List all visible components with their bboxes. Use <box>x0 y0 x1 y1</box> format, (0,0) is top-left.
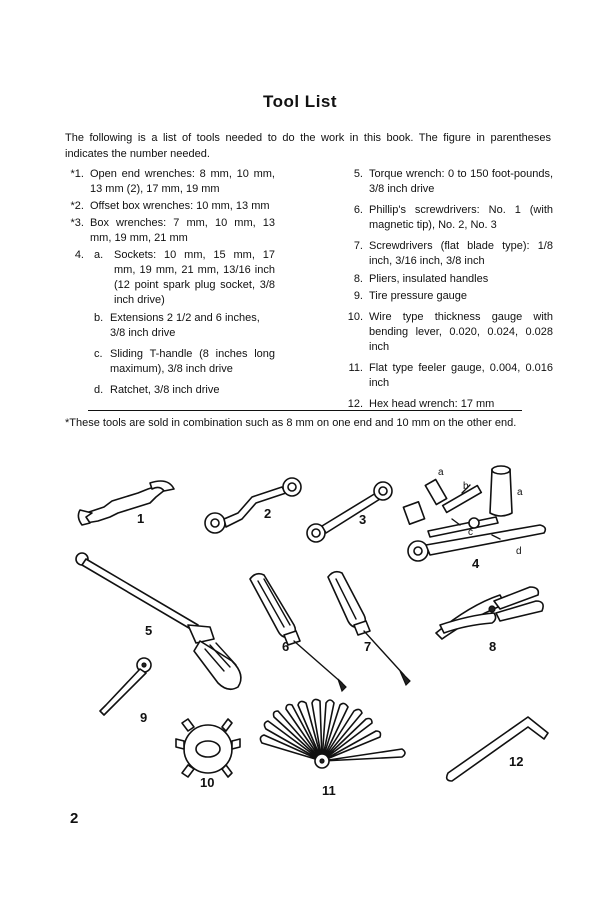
item-text: Sliding T-handle (8 inches long maximum), 3/8 inch drive <box>110 348 275 375</box>
list-sub-item <box>90 347 275 377</box>
item-text: Ratchet, 3/8 inch drive <box>110 384 220 396</box>
item-number: *3. <box>70 217 84 229</box>
footnote: *These tools are sold in combination such as 8 mm on one end and 10 mm on the other end. <box>65 417 517 429</box>
list-item <box>60 216 275 246</box>
item-number: *1. <box>70 168 84 180</box>
list-sub-item <box>90 311 275 341</box>
figure-label: 11 <box>322 783 336 798</box>
list-item <box>60 167 275 197</box>
torque-wrench-drawing <box>76 553 241 689</box>
feeler-gauge-drawing <box>260 699 405 768</box>
item-text: Open end wrenches: 8 mm, 10 mm, 13 mm (2), 17 mm, 19 mm <box>90 168 275 195</box>
item-text: Phillip's screwdrivers: No. 1 (with magnetic tip), No. 2, No. 3 <box>369 204 553 231</box>
tool-list-left-column <box>60 167 275 398</box>
divider-rule <box>88 410 522 411</box>
open-end-wrench-drawing <box>78 481 174 525</box>
figure-label: 12 <box>509 754 524 769</box>
item-number: 4. <box>74 249 84 261</box>
item-text: Extensions 2 1/2 and 6 inches, 3/8 inch drive <box>110 312 260 339</box>
hex-head-wrench-drawing <box>447 717 548 781</box>
item-number: 11. <box>348 362 363 374</box>
item-number: 8. <box>353 273 363 285</box>
item-text: Flat type feeler gauge, 0.004, 0.016 inch <box>369 362 553 389</box>
list-item <box>60 199 275 214</box>
figure-sublabel: b <box>463 481 469 492</box>
page-title: Tool List <box>262 92 338 111</box>
sub-item-letter: b. <box>94 312 104 324</box>
page-number: 2 <box>70 810 79 827</box>
pliers-drawing <box>436 587 543 639</box>
list-item <box>345 289 553 304</box>
item-text: Sockets: 10 mm, 15 mm, 17 mm, 19 mm, 21 mm, 13/16 inch (12 point spark plug socket, 3/8 inch drive) <box>114 249 275 306</box>
item-text: Box wrenches: 7 mm, 10 mm, 13 mm, 19 mm, 21 mm <box>90 217 275 244</box>
figure-label: 10 <box>200 775 215 790</box>
item-number: *2. <box>70 200 84 212</box>
item-text: Wire type thickness gauge with bending lever, 0.020, 0.024, 0.028 inch <box>369 311 553 353</box>
item-number: 9. <box>353 290 363 302</box>
item-text: Torque wrench: 0 to 150 foot-pounds, 3/8 inch drive <box>369 168 553 195</box>
item-number: 12. <box>347 398 363 410</box>
list-item <box>60 248 275 308</box>
figure-sublabel: d <box>516 546 522 557</box>
figure-label: 9 <box>140 710 148 725</box>
figure-label: 6 <box>282 639 290 654</box>
figure-sublabel: a <box>438 467 444 478</box>
figure-sublabel: c <box>468 527 473 538</box>
item-number: 6. <box>353 204 363 216</box>
tire-pressure-gauge-drawing <box>100 658 151 715</box>
list-sub-item <box>90 383 275 398</box>
list-item <box>345 239 553 269</box>
socket-set-drawing <box>403 466 545 561</box>
phillips-screwdriver-drawing <box>250 574 346 691</box>
tool-list-right-column <box>345 167 553 414</box>
list-item <box>345 167 553 197</box>
tools-illustration <box>0 455 600 800</box>
figure-label: 8 <box>489 639 497 654</box>
list-item <box>345 272 553 287</box>
item-text: Hex head wrench: 17 mm <box>369 398 495 410</box>
figure-label: 1 <box>137 511 145 526</box>
list-item <box>345 361 553 391</box>
figure-label: 3 <box>359 512 367 527</box>
figure-label: 5 <box>145 623 153 638</box>
item-text: Tire pressure gauge <box>369 290 468 302</box>
figure-sublabel: a <box>517 487 523 498</box>
item-number: 5. <box>353 168 363 180</box>
intro-paragraph: The following is a list of tools needed to do the work in this book. The figure in parentheses indicates the number needed. <box>65 132 551 160</box>
figure-label: 2 <box>264 506 272 521</box>
item-number: 10. <box>347 311 363 323</box>
offset-box-wrench-drawing <box>205 478 301 533</box>
list-item <box>345 310 553 355</box>
figure-label: 4 <box>472 556 480 571</box>
item-text: Offset box wrenches: 10 mm, 13 mm <box>90 200 270 212</box>
flat-screwdriver-drawing <box>328 572 410 685</box>
sub-item-letter: d. <box>94 384 104 396</box>
box-wrench-drawing <box>307 482 392 542</box>
item-text: Screwdrivers (flat blade type): 1/8 inch, 3/16 inch, 3/8 inch <box>369 240 553 267</box>
list-item <box>345 203 553 233</box>
wire-thickness-gauge-drawing <box>176 719 240 777</box>
item-number: 7. <box>353 240 363 252</box>
sub-item-letter: c. <box>94 348 103 360</box>
figure-label: 7 <box>364 639 372 654</box>
sub-item-letter: a. <box>94 249 104 261</box>
item-text: Pliers, insulated handles <box>369 273 489 285</box>
